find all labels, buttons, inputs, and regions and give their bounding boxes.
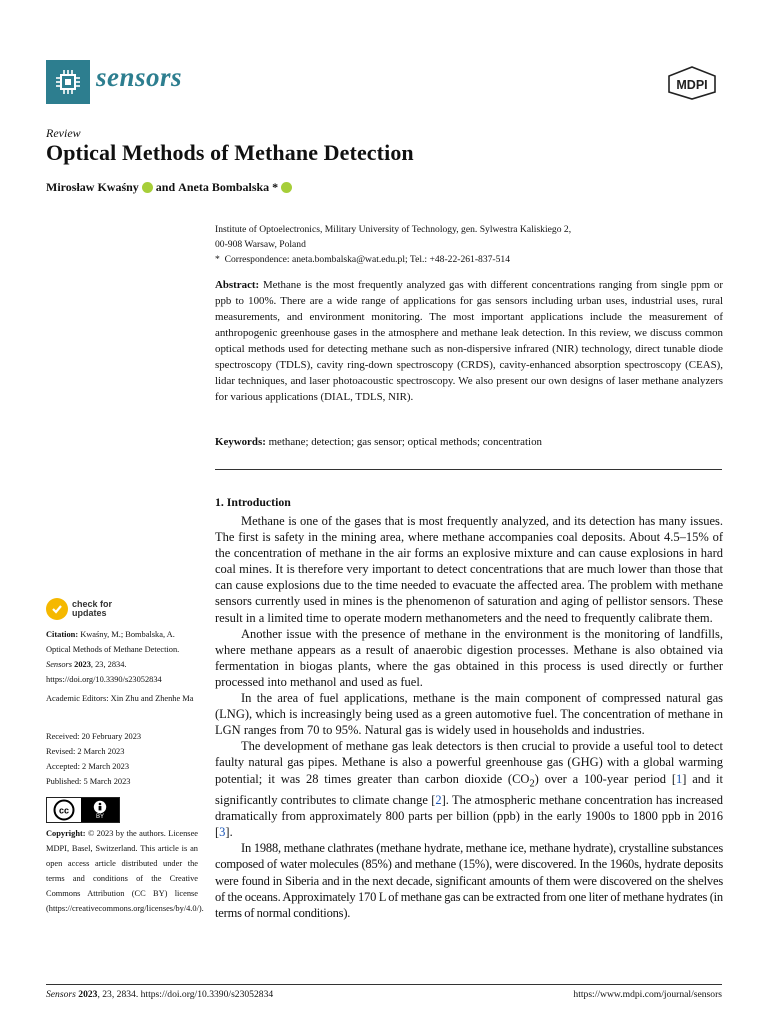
- orcid-icon[interactable]: [281, 182, 292, 193]
- check-updates-icon: [46, 598, 68, 620]
- keywords: [215, 434, 723, 450]
- chip-icon: [54, 68, 82, 96]
- cc-license-badge[interactable]: [46, 797, 120, 823]
- revised-date: Revised: 2 March 2023: [46, 747, 125, 756]
- journal-logo[interactable]: [46, 60, 90, 104]
- author-name: Mirosław Kwaśny: [46, 180, 139, 194]
- section-body: [215, 513, 723, 921]
- citation-volume: , 23, 2834.: [90, 660, 127, 669]
- paragraph-text: ].: [225, 825, 233, 840]
- dates-block: [46, 729, 198, 789]
- paragraph: In 1988, methane clathrates (methane hydrate, methane ice, methane hydrate), crystalline substances composed of water molecules (85%) and methane (15%), were discovered. In the 1960s, hydrate deposits were found in Siberia and in the next decade, significant amounts of them were discovered on the shelves of the oceans. Approximately 170 L of methane gas can be extracted from one liter of methane hydrates (in terms of normal conditions).: [215, 841, 723, 920]
- citation-link[interactable]: 1: [676, 771, 683, 786]
- copyright-block: [46, 826, 204, 916]
- academic-editors: Academic Editors: Xin Zhu and Zhenhe Ma: [46, 694, 194, 703]
- footer-journal-url[interactable]: https://www.mdpi.com/journal/sensors: [573, 989, 722, 1000]
- check-updates-line: updates: [72, 608, 107, 618]
- affiliation-line: 00-908 Warsaw, Poland: [215, 239, 306, 250]
- accepted-date: Accepted: 2 March 2023: [46, 762, 130, 771]
- section-title: 1. Introduction: [215, 495, 291, 509]
- journal-name[interactable]: sensors: [96, 62, 183, 92]
- citation-doi[interactable]: https://doi.org/10.3390/s23052834: [46, 675, 162, 684]
- footer-doi[interactable]: , 23, 2834. https://doi.org/10.3390/s23052834: [97, 989, 274, 1000]
- paragraph: In the area of fuel applications, methane is the main component of compressed natural gas (LNG), which is increasingly being used as a green automotive fuel. The concentration of methane in LGN ranges from 70 to 95%. Natural gas is widely used in households and industries.: [215, 691, 723, 738]
- affiliation-line: Institute of Optoelectronics, Military University of Technology, gen. Sylwestra Kaliskiego 2,: [215, 224, 572, 235]
- citation-link[interactable]: 3: [219, 825, 226, 840]
- by-icon: [81, 798, 119, 822]
- abstract: [215, 277, 723, 405]
- citation-year: 2023: [74, 660, 91, 669]
- author-list: [46, 180, 292, 195]
- footer-citation: [46, 989, 273, 1000]
- paragraph-text: ]. The atmospheric methane concentration has increased dramatically from approximately 800 parts per billion (ppb) in the early 1900s to 1800 ppb in 2016 [: [215, 793, 723, 840]
- abstract-text: Methane is the most frequently analyzed gas with different concentrations ranging from single ppm or ppb to 100%. There are a wide range of applications for gas sensors including urban uses, industrial uses, rural measurements, and environment monitoring. The most important applications include the measurement of anthropogenic greenhouse gases in the atmosphere and methane leak detection. In this review, we discuss common optical methods used for detecting methane such as non-dispersive infrared (NIR) technology, direct tunable diode spectroscopy (TDLS), cavity ring-down spectroscopy (CRDS), cavity-enhanced absorption spectroscopy (CEAS), lidar techniques, and laser photoacoustic spectroscopy. We also present our own designs of laser methane analyzers for various applications (DIAL, TDLS, NIR).: [215, 279, 723, 403]
- article-type: Review: [46, 126, 81, 140]
- citation-block: [46, 627, 198, 687]
- copyright-text: © 2023 by the authors. Licensee MDPI, Basel, Switzerland. This article is an open access article distributed under the terms and conditions of the Creative Commons Attribution (CC BY) license (https://creativecommons.org/licenses/by/4.0/).: [46, 829, 204, 913]
- correspondence-text: Correspondence: aneta.bombalska@wat.edu.pl; Tel.: +48-22-261-837-514: [224, 254, 511, 265]
- citation-label: Citation:: [46, 630, 79, 639]
- keywords-label: Keywords:: [215, 436, 266, 448]
- affiliation-block: [215, 222, 723, 267]
- footer-journal: Sensors: [46, 989, 76, 1000]
- cc-icon: [47, 798, 81, 822]
- paragraph: Methane is one of the gases that is most frequently analyzed, and its detection has many issues. The first is safety in the mining area, where methane accompanies coal deposits. About 4.5–15% of the concentration of methane in the air forms an explosive mixture and can cause explosions in hard coal mines. It is therefore very important to detect concentrations that are much lower than those that can cause explosions due to the time needed to evacuate the affected area. The problem with methane sensors currently used in mines is the phenomenon of saturation and aging of pellistor sensors. These result in a limited time to operate modern methanometers and the need to frequently calibrate them.: [215, 514, 723, 625]
- correspondence: [215, 252, 723, 267]
- published-date: Published: 5 March 2023: [46, 777, 131, 786]
- cc-icon-text: cc: [58, 805, 70, 816]
- author-join: and: [155, 180, 176, 194]
- keywords-text: methane; detection; gas sensor; optical methods; concentration: [268, 436, 542, 448]
- footer-year: 2023: [78, 989, 98, 1000]
- subscript: 2: [529, 778, 535, 789]
- author-name: Aneta Bombalska *: [178, 180, 279, 194]
- abstract-label: Abstract:: [215, 279, 260, 291]
- page-title: Optical Methods of Methane Detection: [46, 140, 414, 165]
- mdpi-logo-text: MDPI: [676, 78, 708, 92]
- paragraph-text: ) over a 100-year period [: [534, 771, 677, 786]
- footer-divider: [46, 984, 722, 985]
- received-date: Received: 20 February 2023: [46, 732, 142, 741]
- check-updates-label: [72, 600, 112, 618]
- orcid-icon[interactable]: [142, 182, 153, 193]
- asterisk-icon: *: [215, 254, 225, 265]
- paragraph: [215, 738, 723, 840]
- by-label: BY: [95, 814, 104, 820]
- citation-link[interactable]: 2: [435, 793, 442, 808]
- mdpi-logo[interactable]: [666, 66, 718, 100]
- citation-text: Kwaśny, M.; Bombalska, A. Optical Methods of Methane Detection.: [46, 630, 180, 654]
- paragraph-text: ] and it significantly contributes to climate change [: [215, 771, 723, 808]
- check-updates-line: check for: [72, 599, 113, 609]
- paragraph: Another issue with the presence of methane in the environment is the monitoring of landfills, where methane appears as a result of anaerobic digestion processes. Methane is also obtained via fermentation in biogas plants, where the gas obtained in this process is used directly or further processed into methanol and used as fuel.: [215, 626, 723, 689]
- copyright-label: Copyright:: [46, 829, 86, 838]
- paragraph-text: The development of methane gas leak detectors is then crucial to provide a useful tool to detect faulty natural gas pipes. Methane is also a powerful greenhouse gas (GHG) with a global warming potential; it was 28 times greater than carbon dioxide (CO: [215, 739, 723, 786]
- divider: [215, 469, 722, 470]
- citation-journal: Sensors: [46, 660, 73, 669]
- check-for-updates[interactable]: [46, 598, 112, 620]
